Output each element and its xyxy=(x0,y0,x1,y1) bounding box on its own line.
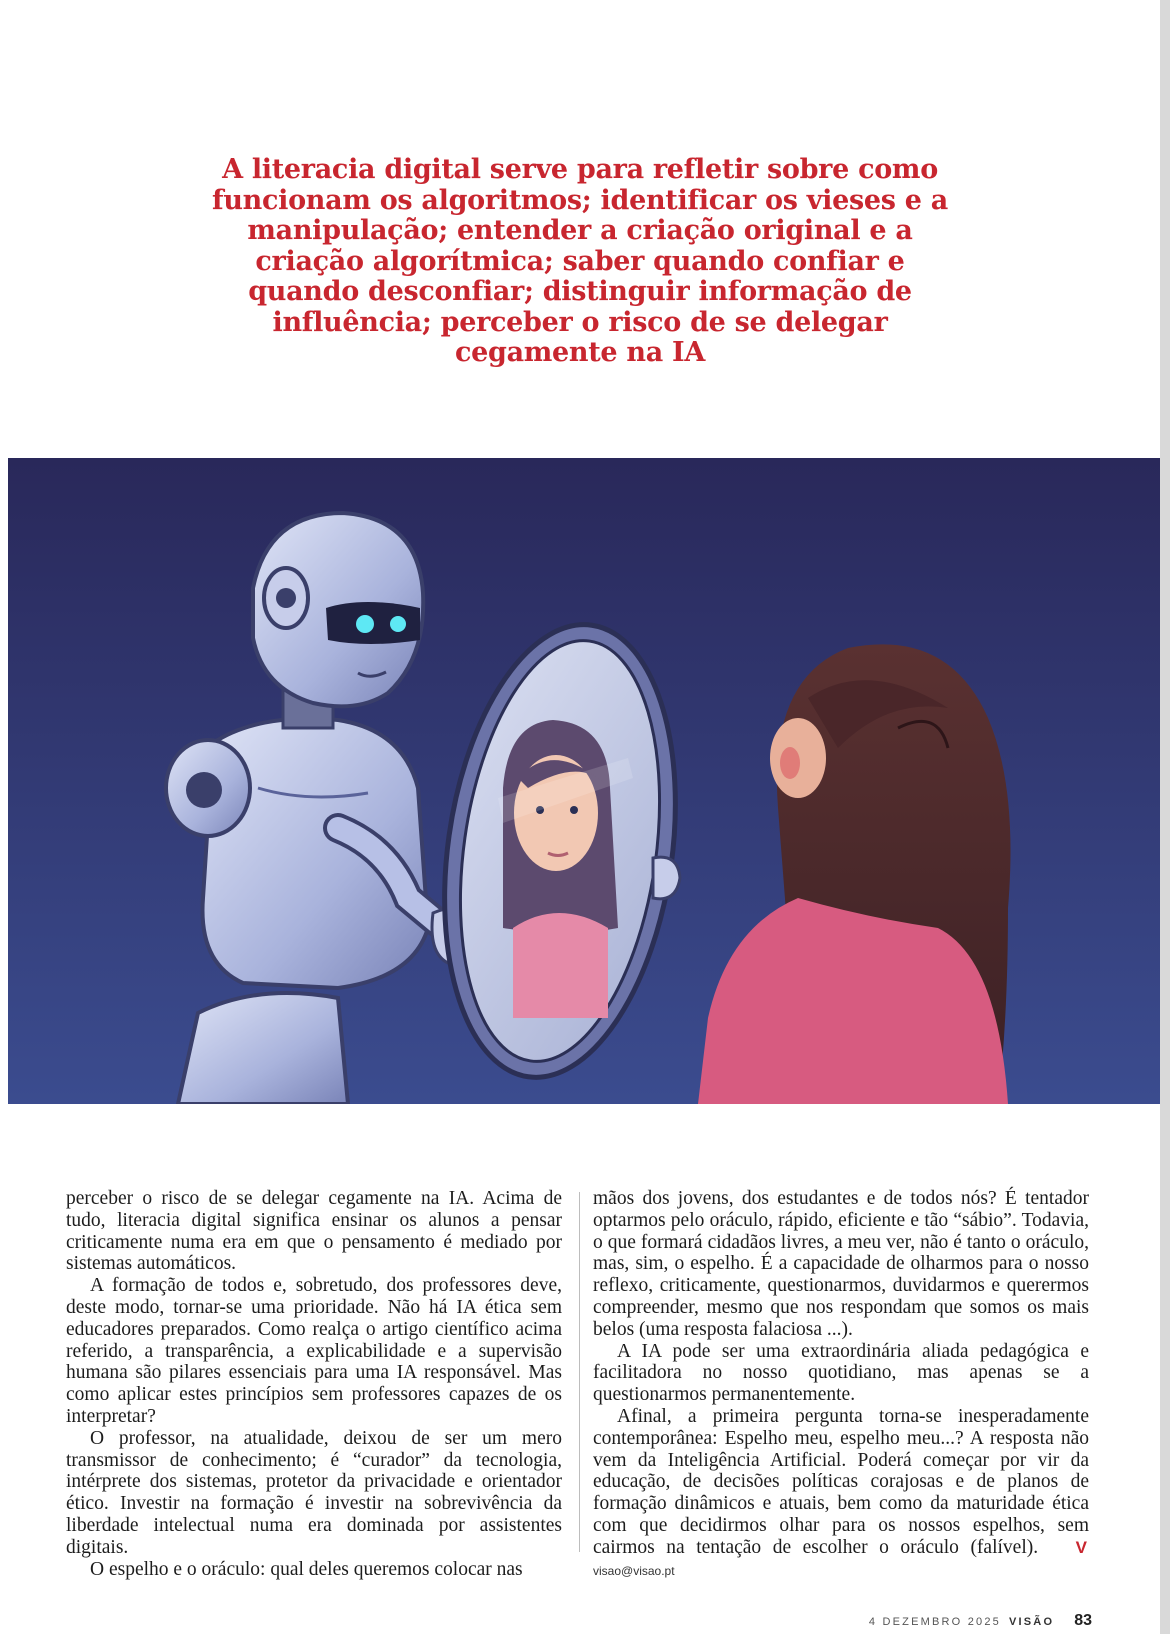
pull-quote: A literacia digital serve para refletir sobre como funcionam os algoritmos; identificar os vieses e a manipulação; entender a criação original e a criação algorítmica; saber quando confiar e quando desconfiar; distinguir informação de influência; perceber o risco de se delegar cegamente na IA xyxy=(212,154,948,368)
article-column-left xyxy=(66,1188,562,1580)
article-illustration xyxy=(8,458,1160,1104)
issue-date: 4 DEZEMBRO 2025 xyxy=(868,1616,1001,1628)
end-mark-icon: V xyxy=(1075,1537,1085,1557)
paragraph-final-text: Afinal, a primeira pergunta torna-se inesperadamente contemporânea: Espelho meu, espelho meu...? A resposta não vem da Inteligência Artificial. Poderá começar por vir da educação, de decisões políticas corajosas e de planos de formação dinâmicos e atuais, bem como da maturidade ética com que decidirmos olhar para os nossos espelhos, sem cairmos na tentação de escolher o oráculo (falível). xyxy=(593,1405,1089,1558)
article-column-right xyxy=(593,1188,1089,1582)
magazine-name: VISÃO xyxy=(1008,1616,1055,1628)
page-number: 83 xyxy=(1074,1612,1092,1629)
paragraph: O espelho e o oráculo: qual deles queremos colocar nas xyxy=(90,1558,523,1580)
paragraph: O professor, na atualidade, deixou de ser um mero transmissor de conhecimento; é “curador” da tecnologia, intérprete dos sistemas, protetor da privacidade e orientador ético. Investir na formação é investir na sobrevivência da liberdade intelectual numa era dominada por assistentes digitais. xyxy=(66,1427,562,1558)
paragraph: perceber o risco de se delegar cegamente na IA. Acima de tudo, literacia digital significa ensinar os alunos a pensar criticamente numa era em que o pensamento é mediado por sistemas automáticos. xyxy=(66,1188,562,1275)
author-email-link[interactable]: visao@visao.pt xyxy=(593,1563,675,1578)
paragraph: A formação de todos e, sobretudo, dos professores deve, deste modo, tornar-se uma prioridade. Não há IA ética sem educadores preparados. Como realça o artigo científico acima referido, a transparência, a explicabilidade e a supervisão humana são pilares essenciais para uma IA responsável. Mas como aplicar estes princípios sem professores capazes de os interpretar? xyxy=(66,1275,562,1427)
paragraph: mãos dos jovens, dos estudantes e de todos nós? É tentador optarmos pelo oráculo, rápido, eficiente e tão “sábio”. Todavia, o que formará cidadãos livres, a meu ver, não é tanto o oráculo, mas, sim, o espelho. É a capacidade de olharmos para o nosso reflexo, criticamente, questionarmos, duvidarmos e querermos compreender, mesmo que nos respondam que somos os mais belos (uma resposta falaciosa ...). xyxy=(593,1188,1089,1340)
page-edge xyxy=(1160,0,1170,1634)
column-divider xyxy=(579,1192,580,1552)
paragraph: A IA pode ser uma extraordinária aliada pedagógica e facilitadora no nosso quotidiano, mas apenas se a questionarmos permanentemente. xyxy=(593,1340,1089,1406)
page-footer xyxy=(869,1612,1092,1632)
paragraph-final xyxy=(593,1406,1089,1582)
